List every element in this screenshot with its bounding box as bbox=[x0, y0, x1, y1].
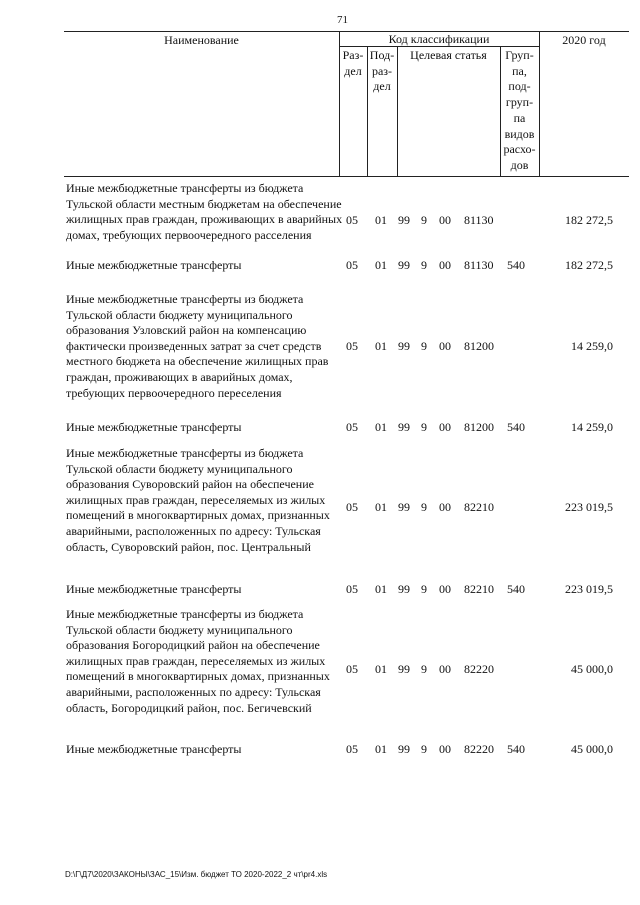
row-razdel: 05 bbox=[346, 339, 358, 353]
row-cs-program: 99 bbox=[398, 500, 410, 514]
row-sum: 45 000,0 bbox=[571, 662, 613, 676]
page-number: 71 bbox=[337, 14, 348, 26]
row-cs-direction: 82210 bbox=[464, 500, 494, 514]
header-bottom-border bbox=[64, 176, 629, 177]
row-cs-sub: 9 bbox=[421, 582, 427, 596]
row-razdel: 05 bbox=[346, 258, 358, 272]
row-razdel: 05 bbox=[346, 213, 358, 227]
row-podrazdel: 01 bbox=[375, 582, 387, 596]
row-cs-program: 99 bbox=[398, 339, 410, 353]
row-name: Иные межбюджетные трансферты из бюджета Тульской области бюджету муниципального образования Узловский район на компенсацию фактически произведенных затрат за счет средств местного бюджета на обеспечение жилищных прав граждан, проживающих в аварийных домах, требующих первоочередного переселения bbox=[66, 292, 329, 400]
header-name: Наименование bbox=[164, 33, 239, 47]
header-podrazdel: Под- раз- дел bbox=[369, 48, 395, 93]
row-cs-sub: 9 bbox=[421, 213, 427, 227]
row-cs-main: 00 bbox=[439, 339, 451, 353]
row-sum: 182 272,5 bbox=[565, 213, 613, 227]
row-cs-sub: 9 bbox=[421, 742, 427, 756]
row-sum: 223 019,5 bbox=[565, 582, 613, 596]
header-razdel: Раз- дел bbox=[342, 48, 364, 78]
row-cs-main: 00 bbox=[439, 213, 451, 227]
row-cs-sub: 9 bbox=[421, 420, 427, 434]
header-code-group: Код классификации bbox=[388, 32, 490, 46]
col-divider-5 bbox=[539, 31, 540, 176]
row-name: Иные межбюджетные трансферты bbox=[66, 742, 242, 756]
row-podrazdel: 01 bbox=[375, 662, 387, 676]
row-razdel: 05 bbox=[346, 582, 358, 596]
row-cs-program: 99 bbox=[398, 662, 410, 676]
row-cs-direction: 81130 bbox=[464, 258, 494, 272]
row-vr: 540 bbox=[507, 742, 525, 756]
row-razdel: 05 bbox=[346, 662, 358, 676]
row-razdel: 05 bbox=[346, 742, 358, 756]
row-cs-direction: 82210 bbox=[464, 582, 494, 596]
header-celevaya: Целевая статья bbox=[410, 48, 487, 62]
row-cs-sub: 9 bbox=[421, 339, 427, 353]
row-podrazdel: 01 bbox=[375, 213, 387, 227]
row-cs-direction: 82220 bbox=[464, 742, 494, 756]
row-podrazdel: 01 bbox=[375, 420, 387, 434]
row-cs-sub: 9 bbox=[421, 500, 427, 514]
header-year: 2020 год bbox=[562, 33, 606, 47]
row-cs-direction: 81130 bbox=[464, 213, 494, 227]
row-razdel: 05 bbox=[346, 500, 358, 514]
row-cs-main: 00 bbox=[439, 258, 451, 272]
row-vr: 540 bbox=[507, 258, 525, 272]
row-razdel: 05 bbox=[346, 420, 358, 434]
row-sum: 45 000,0 bbox=[571, 742, 613, 756]
row-cs-main: 00 bbox=[439, 582, 451, 596]
row-podrazdel: 01 bbox=[375, 742, 387, 756]
row-cs-sub: 9 bbox=[421, 662, 427, 676]
row-name: Иные межбюджетные трансферты из бюджета Тульской области бюджету муниципального образования Богородицкий район на обеспечение жилищных прав граждан, переселяемых из жилых помещений в многоквартирных домах, признанных аварийными, расположенных по адресу: Тульская область, Богородицкий район, пос. Бегичевский bbox=[66, 607, 330, 715]
header-gruppa: Груп- па, под- груп- па видов расхо- дов bbox=[503, 48, 536, 172]
row-cs-main: 00 bbox=[439, 662, 451, 676]
col-divider-3 bbox=[397, 46, 398, 176]
row-cs-main: 00 bbox=[439, 500, 451, 514]
row-podrazdel: 01 bbox=[375, 339, 387, 353]
row-name: Иные межбюджетные трансферты bbox=[66, 582, 242, 596]
row-name: Иные межбюджетные трансферты bbox=[66, 258, 242, 272]
row-vr: 540 bbox=[507, 582, 525, 596]
row-name: Иные межбюджетные трансферты bbox=[66, 420, 242, 434]
row-cs-direction: 82220 bbox=[464, 662, 494, 676]
row-sum: 14 259,0 bbox=[571, 420, 613, 434]
row-podrazdel: 01 bbox=[375, 258, 387, 272]
row-cs-main: 00 bbox=[439, 420, 451, 434]
row-cs-program: 99 bbox=[398, 582, 410, 596]
row-cs-program: 99 bbox=[398, 213, 410, 227]
row-cs-program: 99 bbox=[398, 420, 410, 434]
row-cs-program: 99 bbox=[398, 742, 410, 756]
row-name: Иные межбюджетные трансферты из бюджета Тульской области местным бюджетам на обеспечение жилищных прав граждан, проживающих в аварийных домах, требующих первоочередного расселения bbox=[66, 181, 343, 242]
row-vr: 540 bbox=[507, 420, 525, 434]
row-cs-sub: 9 bbox=[421, 258, 427, 272]
row-cs-direction: 81200 bbox=[464, 420, 494, 434]
row-cs-direction: 81200 bbox=[464, 339, 494, 353]
row-cs-program: 99 bbox=[398, 258, 410, 272]
row-sum: 14 259,0 bbox=[571, 339, 613, 353]
row-cs-main: 00 bbox=[439, 742, 451, 756]
row-podrazdel: 01 bbox=[375, 500, 387, 514]
row-sum: 223 019,5 bbox=[565, 500, 613, 514]
row-sum: 182 272,5 bbox=[565, 258, 613, 272]
row-name: Иные межбюджетные трансферты из бюджета Тульской области бюджету муниципального образования Суворовский район на обеспечение жилищных прав граждан, переселяемых из жилых помещений в многоквартирных домах, признанных аварийными, расположенных по адресу: Тульская область, Суворовский район, пос. Центральный bbox=[66, 446, 330, 554]
file-path-footer: D:\Г\Д7\2020\ЗАКОНЫ\ЗАС_15\Изм. бюджет ТО 2020-2022_2 чт\pr4.xls bbox=[65, 870, 328, 879]
